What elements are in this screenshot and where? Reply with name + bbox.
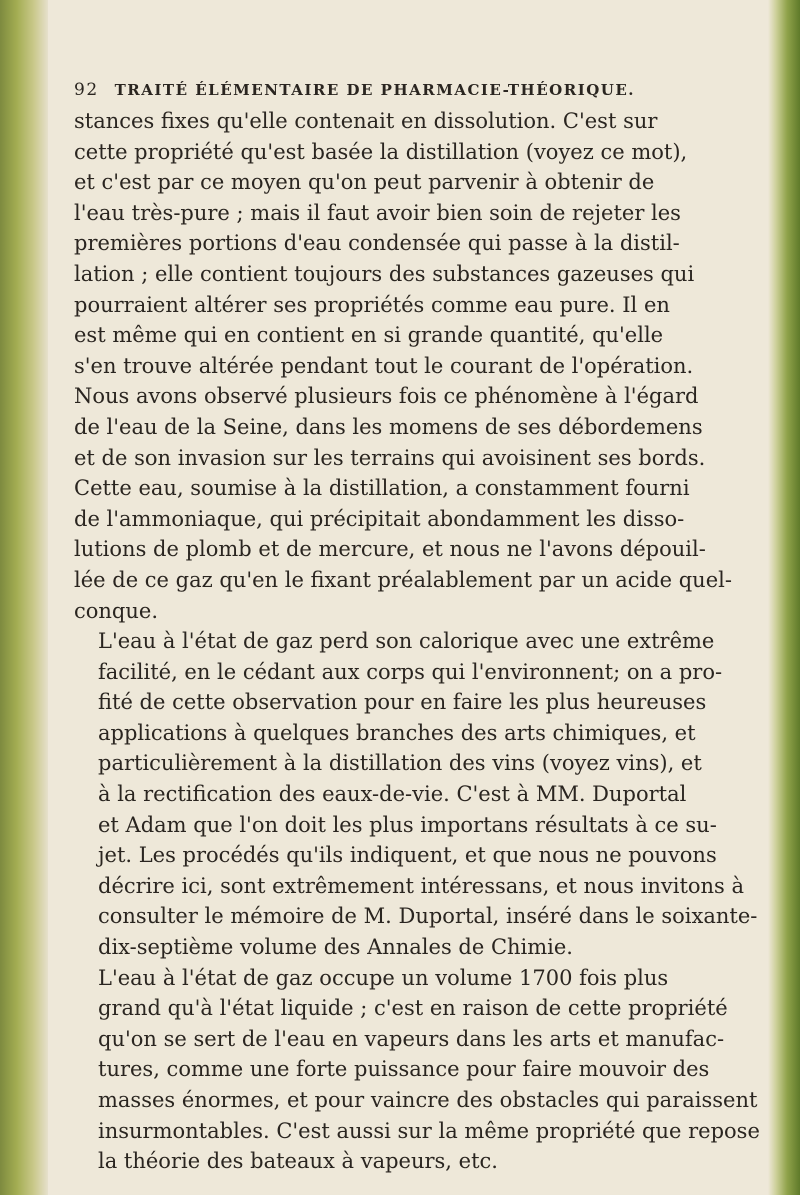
text-line: lutions de plomb et de mercure, et nous ne l'avons dépouil- (74, 537, 706, 562)
text-line: applications à quelques branches des arts chimiques, et (98, 720, 696, 745)
running-title: TRAITÉ ÉLÉMENTAIRE DE PHARMACIE-THÉORIQUE. (114, 81, 636, 99)
paragraph-1 (74, 106, 764, 626)
text-line: lation ; elle contient toujours des substances gazeuses qui (74, 261, 695, 286)
text-line: grand qu'à l'état liquide ; c'est en raison de cette propriété (98, 996, 728, 1021)
text-line: lée de ce gaz qu'en le fixant préalablement par un acide quel- (74, 567, 732, 592)
text-line: L'eau à l'état de gaz perd son calorique avec une extrême (98, 629, 715, 654)
text-line: qu'on se sert de l'eau en vapeurs dans les arts et manufac- (98, 1026, 725, 1051)
page-number: 92 (74, 80, 99, 100)
text-line: conque. (74, 598, 158, 623)
text-line: pourraient altérer ses propriétés comme eau pure. Il en (74, 292, 670, 317)
text-line: dix-septième volume des Annales de Chimie. (98, 935, 573, 960)
text-line: de l'eau de la Seine, dans les momens de ses débordemens (74, 414, 703, 439)
binding-edge-right (768, 0, 800, 1195)
text-line: est même qui en contient en si grande quantité, qu'elle (74, 323, 664, 348)
text-line: particulièrement à la distillation des vins (voyez vins), et (98, 751, 702, 776)
text-line: cette propriété qu'est basée la distillation (voyez ce mot), (74, 139, 688, 164)
text-line: jet. Les procédés qu'ils indiquent, et que nous ne pouvons (98, 843, 717, 868)
text-line: l'eau très-pure ; mais il faut avoir bien soin de rejeter les (74, 200, 681, 225)
text-line: et c'est par ce moyen qu'on peut parvenir à obtenir de (74, 170, 655, 195)
page-header (74, 80, 764, 100)
text-line: tures, comme une forte puissance pour faire mouvoir des (98, 1057, 710, 1082)
text-line: et de son invasion sur les terrains qui avoisinent ses bords. (74, 445, 706, 470)
text-line: Cette eau, soumise à la distillation, a constamment fourni (74, 476, 690, 501)
text-line: premières portions d'eau condensée qui passe à la distil- (74, 231, 680, 256)
text-line: stances fixes qu'elle contenait en dissolution. C'est sur (74, 109, 658, 133)
text-line: insurmontables. C'est aussi sur la même propriété que repose (98, 1118, 760, 1143)
text-line: L'eau à l'état de gaz occupe un volume 1700 fois plus (98, 965, 669, 990)
text-line: à la rectification des eaux-de-vie. C'est à MM. Duportal (98, 782, 687, 807)
text-line: décrire ici, sont extrêmement intéressans, et nous invitons à (98, 873, 745, 898)
text-line: masses énormes, et pour vaincre des obstacles qui paraissent (98, 1088, 758, 1112)
paragraph-3 (74, 963, 764, 1177)
text-line: s'en trouve altérée pendant tout le courant de l'opération. (74, 353, 694, 378)
binding-edge-left (0, 0, 48, 1195)
paragraph-2 (74, 626, 764, 963)
book-page (74, 80, 764, 1177)
text-line: facilité, en le cédant aux corps qui l'environnent; on a pro- (98, 659, 723, 684)
text-line: la théorie des bateaux à vapeurs, etc. (98, 1149, 498, 1174)
text-line: de l'ammoniaque, qui précipitait abondamment les disso- (74, 506, 685, 531)
text-line: fité de cette observation pour en faire les plus heureuses (98, 690, 707, 715)
text-line: consulter le mémoire de M. Duportal, inséré dans le soixante- (98, 904, 758, 929)
text-line: Nous avons observé plusieurs fois ce phénomène à l'égard (74, 384, 699, 409)
text-line: et Adam que l'on doit les plus importans résultats à ce su- (98, 812, 717, 837)
